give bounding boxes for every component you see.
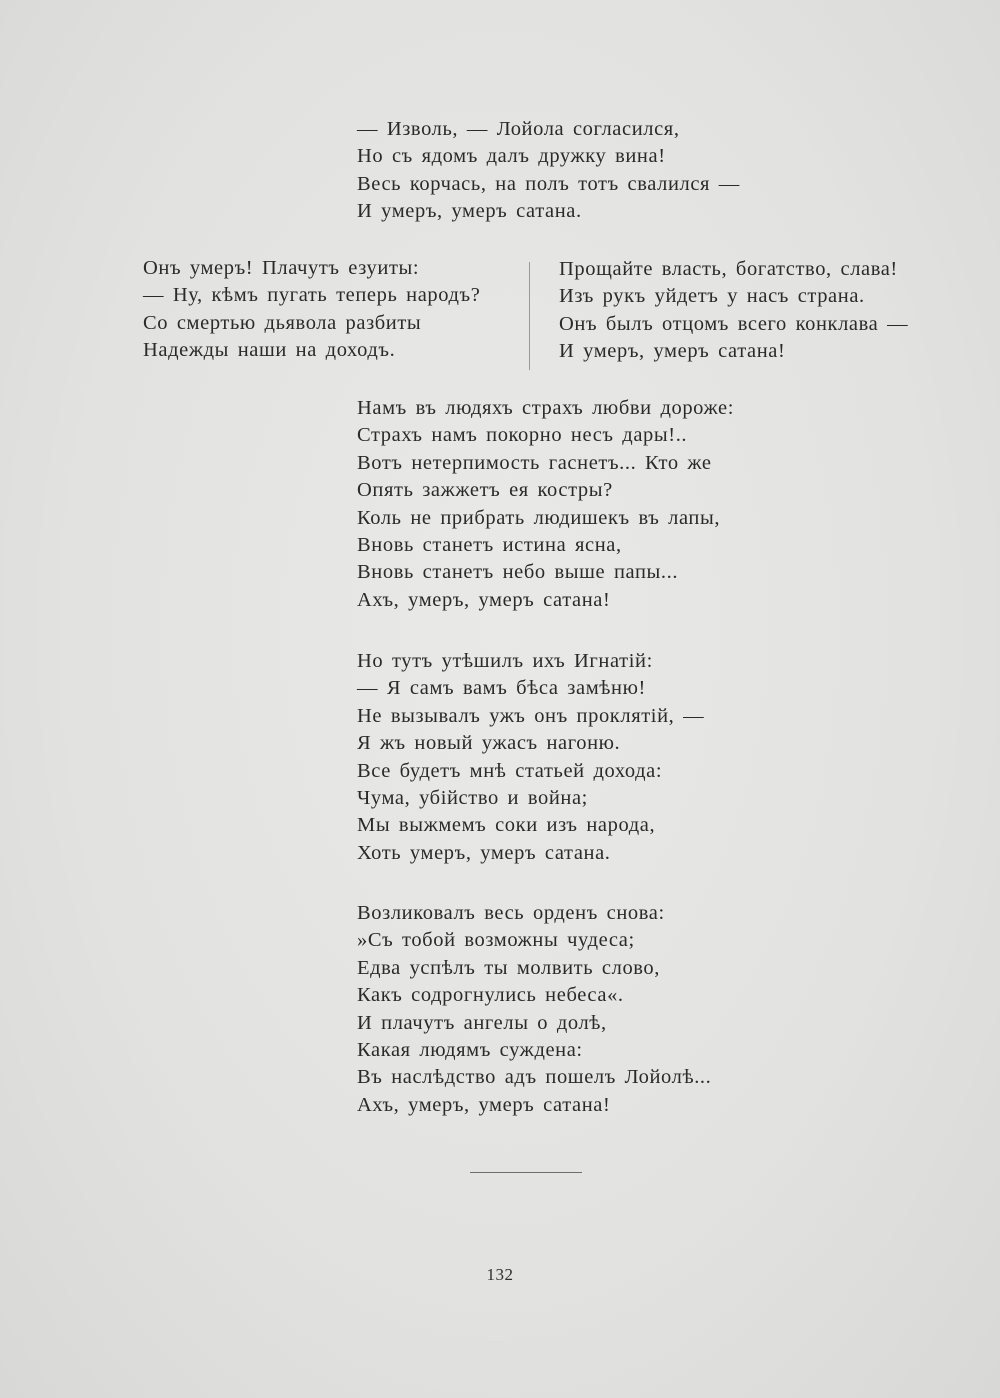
verse-line: И умеръ, умеръ сатана! (559, 340, 786, 363)
verse-line: Вновь станетъ небо выше папы... (357, 561, 679, 584)
stanza-1 (357, 116, 740, 226)
verse-line: Мы выжмемъ соки изъ народа, (357, 814, 656, 837)
stanza-3 (357, 395, 734, 614)
verse-line: Онъ умеръ! Плачутъ езуиты: (143, 257, 420, 279)
verse-line: Я жъ новый ужасъ нагоню. (357, 732, 621, 755)
verse-line: Вотъ нетерпимость гаснетъ... Кто же (357, 451, 712, 474)
verse-line: Онъ былъ отцомъ всего конклава — (559, 312, 909, 335)
verse-line: Вновь станетъ истина ясна, (357, 534, 622, 557)
verse-line: Хоть умеръ, умеръ сатана. (357, 841, 611, 864)
verse-line: Въ наслѣдство адъ пошелъ Лойолѣ... (357, 1066, 712, 1089)
verse-line: Едва успѣлъ ты молвить слово, (357, 956, 661, 979)
verse-line: Чума, убійство и война; (357, 787, 588, 810)
verse-line: Возликовалъ весь орденъ снова: (357, 902, 665, 924)
stanza-2-right-column (559, 256, 908, 366)
verse-line: Весь корчась, на полъ тотъ свалился — (357, 172, 740, 195)
verse-line: Надежды наши на доходъ. (143, 339, 396, 362)
verse-line: Прощайте власть, богатство, слава! (559, 258, 898, 280)
verse-line: »Съ тобой возможны чудеса; (357, 929, 635, 952)
verse-line: Все будетъ мнѣ статьей дохода: (357, 759, 663, 782)
verse-line: Опять зажжетъ ея костры? (357, 479, 613, 502)
verse-line: Какъ содрогнулись небеса«. (357, 984, 624, 1007)
verse-line: Ахъ, умеръ, умеръ сатана! (357, 588, 611, 611)
verse-line: Ахъ, умеръ, умеръ сатана! (357, 1093, 611, 1116)
verse-line: — Я самъ вамъ бѣса замѣню! (357, 677, 646, 700)
stanza-2-left-column (143, 255, 480, 365)
verse-line: Изъ рукъ уйдетъ у насъ страна. (559, 285, 865, 308)
verse-line: Коль не прибрать людишекъ въ лапы, (357, 506, 721, 529)
verse-line: — Изволь, — Лойола согласился, (357, 118, 680, 140)
verse-line: Не вызывалъ ужъ онъ проклятій, — (357, 704, 705, 727)
page-number: 132 (486, 1265, 514, 1284)
stanza-5 (357, 900, 711, 1119)
verse-line: — Ну, кѣмъ пугать теперь народъ? (143, 284, 481, 307)
stanza-4 (357, 648, 704, 867)
verse-line: Со смертью дьявола разбиты (143, 311, 422, 334)
verse-line: Страхъ намъ покорно несъ дары!.. (357, 424, 688, 447)
verse-line: Намъ въ людяхъ страхъ любви дороже: (357, 397, 735, 419)
end-of-poem-rule (470, 1172, 582, 1173)
verse-line: Но тутъ утѣшилъ ихъ Игнатій: (357, 650, 653, 672)
verse-line: Какая людямъ суждена: (357, 1039, 583, 1062)
verse-line: И плачутъ ангелы о долѣ, (357, 1011, 607, 1034)
verse-line: Но съ ядомъ далъ дружку вина! (357, 145, 666, 168)
verse-line: И умеръ, умеръ сатана. (357, 200, 582, 223)
column-divider (529, 262, 530, 370)
